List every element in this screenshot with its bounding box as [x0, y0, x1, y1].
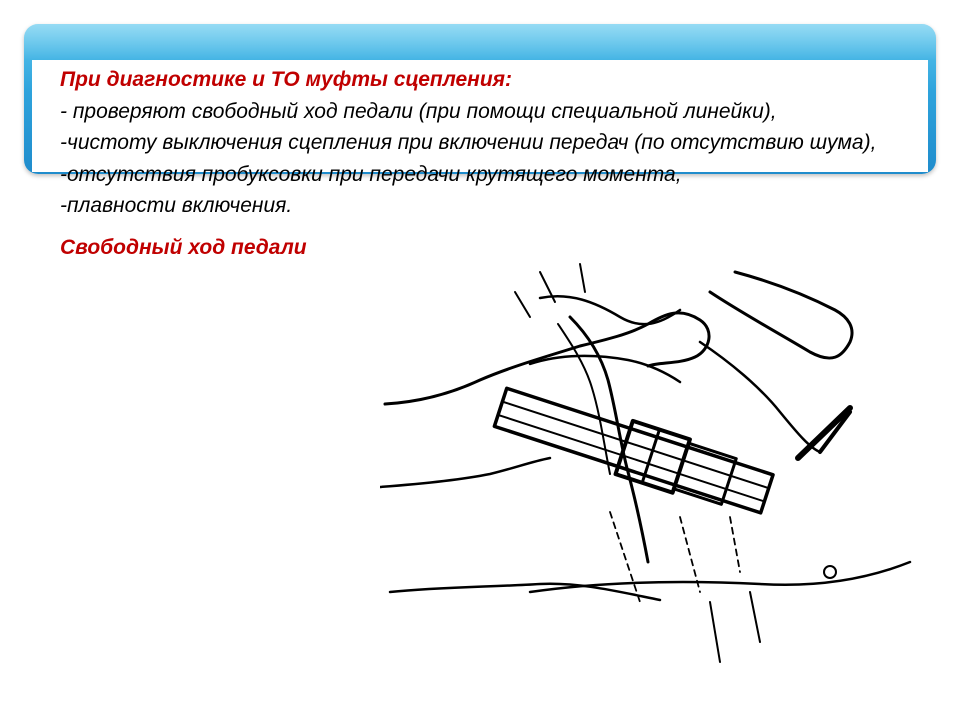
hand-lower — [380, 458, 550, 487]
wrist-line — [390, 584, 660, 600]
header-gloss — [24, 24, 936, 60]
floor-detail — [610, 512, 740, 602]
list-item-no-slipping: -отсутствия пробуксовки при передачи крутящего момента, — [60, 162, 682, 186]
pivot-bolt — [824, 566, 836, 578]
hand-fingers — [540, 296, 680, 324]
pedal-lever-2 — [700, 342, 820, 452]
pedal-arm — [570, 317, 648, 562]
slide-subheading: Свободный ход педали — [60, 235, 307, 259]
list-item-pedal-free-play: - проверяют свободный ход педали (при помощи специальной линейки), — [60, 99, 777, 123]
pedal-lever — [710, 272, 852, 358]
top-bracket — [515, 264, 585, 317]
base-bracket — [710, 592, 760, 662]
list-item-disengagement: -чистоту выключения сцепления при включении передач (по отсутствию шума), — [60, 131, 877, 154]
pedal-pad — [798, 408, 850, 458]
list-item-smoothness: -плавности включения. — [60, 194, 293, 217]
slide-text — [40, 64, 920, 263]
clutch-pedal-ruler-drawing-icon — [380, 262, 920, 672]
slide-heading: При диагностике и ТО муфты сцепления: — [60, 68, 513, 91]
